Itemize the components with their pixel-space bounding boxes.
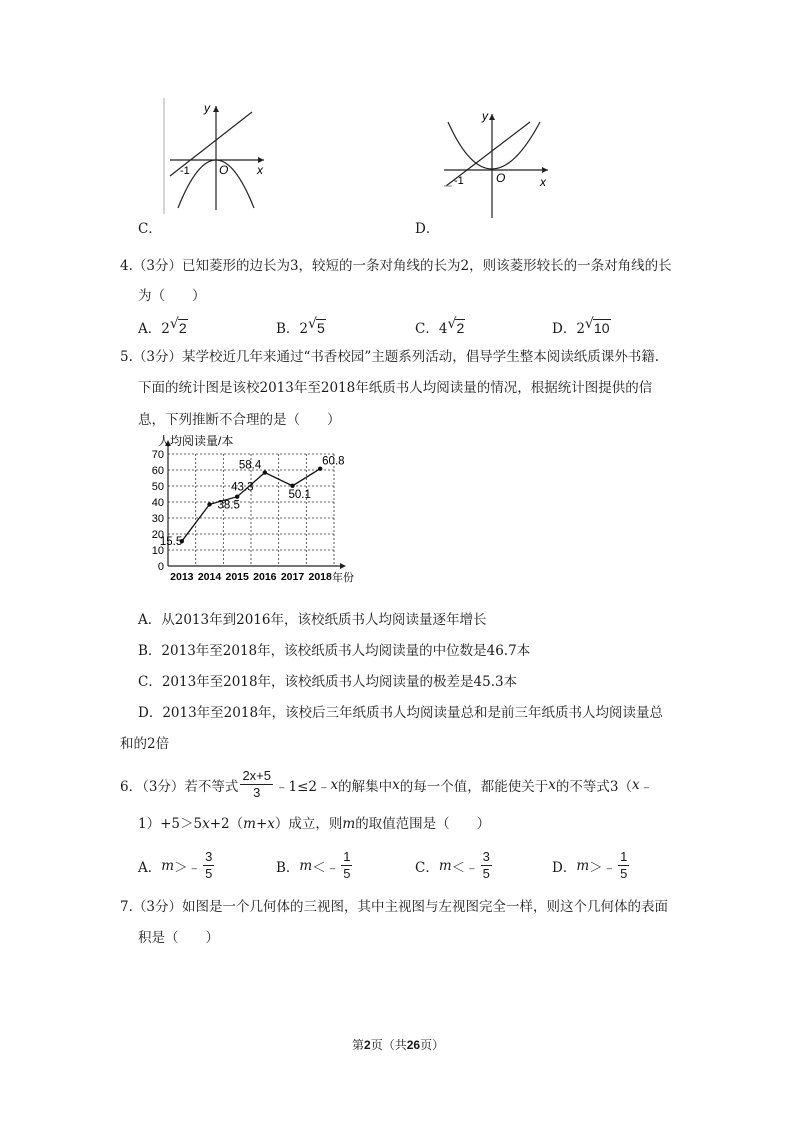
q4-option-c: C．4 √ 2 <box>415 316 465 337</box>
y-tick-label: 0 <box>157 561 164 573</box>
chart-y-axis-title: 人均阅读量/本 <box>158 434 234 448</box>
q3-option-d: D． <box>415 221 440 237</box>
data-label: 60.8 <box>322 455 345 468</box>
data-point <box>235 495 239 499</box>
q5-option-a: A．从2013年到2016年，该校纸质书人均阅读量逐年增长 <box>138 612 487 628</box>
q5-stem-line1: 5.（3分）某学校近几年来通过“书香校园”主题系列活动，倡导学生整本阅读纸质课外书籍. <box>120 349 660 365</box>
q4-stem-line1: 4.（3分）已知菱形的边长为3，较短的一条对角线的长为2，则该菱形较长的一条对角线的长 <box>120 258 672 274</box>
chart-x-axis-title: 年份 <box>332 572 354 584</box>
q4-option-a: A．2 √ 2 <box>138 316 187 337</box>
data-point <box>290 484 294 488</box>
graph-d-parabola <box>448 122 540 169</box>
data-label: 38.5 <box>217 499 240 512</box>
data-label: 15.5 <box>159 536 183 549</box>
q6-option-a: A． m ＞﹣ $\frac{3}{5}$ <box>138 849 213 881</box>
data-label: 43.3 <box>231 481 254 494</box>
q7-stem-line1: 7.（3分）如图是一个几何体的三视图，其中主视图与左视图完全一样，则这个几何体的表面 <box>120 899 668 915</box>
y-tick-label: 20 <box>151 529 164 541</box>
q6-stem-line1: 6．（3分）若不等式 $\frac{2x+5}{3}$ ﹣1≤2﹣ x 的解集中 x 的每一个值，都能使关于 x 的不等式3（ x ﹣ <box>120 768 654 800</box>
x-tick-label: 2017 <box>280 571 305 583</box>
q5-stem-line2: 下面的统计图是该校2013年至2018年纸质书人均阅读量的情况，根据统计图提供的信 <box>138 380 653 396</box>
q6-option-d: D． m ＞﹣ $\frac{1}{5}$ <box>552 849 628 881</box>
chart-x-ticks <box>170 571 332 583</box>
data-label: 58.4 <box>238 459 262 472</box>
data-label: 50.1 <box>288 488 311 501</box>
q5-option-c: C．2013年至2018年，该校纸质书人均阅读量的极差是45.3本 <box>138 674 518 690</box>
graph-c <box>160 98 270 216</box>
q4-option-d: D．2 √ 10 <box>552 316 610 337</box>
y-tick-label: 30 <box>151 513 164 525</box>
x-tick-label: 2016 <box>253 571 277 583</box>
q6-stem-line2: 1）+5＞5x+2（m+x）成立，则m的取值范围是（ ） <box>138 816 491 832</box>
graph-d-origin: O <box>496 171 506 185</box>
q5-option-d-cont: 和的2倍 <box>120 736 170 752</box>
q7-stem-line2: 积是（ ） <box>138 930 219 946</box>
x-axis-arrow <box>340 563 346 569</box>
q4-option-b: B．2 √ 5 <box>276 316 325 337</box>
graph-c-origin: O <box>219 163 229 177</box>
x-tick-label: 2013 <box>170 571 194 583</box>
x-tick-label: 2015 <box>225 571 249 583</box>
q6-option-c: C． m ＜﹣ $\frac{3}{5}$ <box>415 849 490 881</box>
page-footer: 第2页（共26页） <box>352 1038 445 1052</box>
graph-c-y-label: y <box>204 101 210 115</box>
graph-d-x-label: x <box>540 175 546 189</box>
q6-fraction: $\frac{2x+5}{3}$ <box>242 768 271 800</box>
q5-option-d: D．2013年至2018年，该校后三年纸质书人均阅读量总和是前三年纸质书人均阅读量总 <box>138 705 664 721</box>
x-tick-label: 2014 <box>197 571 222 583</box>
y-tick-label: 40 <box>151 497 164 509</box>
graph-d-tick: -1 <box>454 175 464 187</box>
data-point <box>207 502 211 506</box>
q5-stem-line3: 息，下列推断不合理的是（ ） <box>138 412 341 428</box>
graph-c-x-label: x <box>257 163 263 177</box>
q4-stem-line2: 为（ ） <box>138 288 206 304</box>
graph-d-y-label: y <box>482 109 488 123</box>
graph-c-tick: -1 <box>180 165 190 177</box>
q6-option-b: B． m ＜﹣ $\frac{1}{5}$ <box>276 849 351 881</box>
y-tick-label: 10 <box>151 545 164 557</box>
graph-d <box>440 108 555 220</box>
y-tick-label: 70 <box>151 449 164 461</box>
chart-y-ticks <box>152 449 164 573</box>
y-tick-label: 60 <box>151 465 164 477</box>
q5-option-b: B．2013年至2018年，该校纸质书人均阅读量的中位数是46.7本 <box>138 643 531 659</box>
x-tick-label: 2018 <box>308 571 332 583</box>
data-point <box>263 470 267 474</box>
reading-chart <box>138 434 378 586</box>
q3-option-c: C． <box>138 221 162 237</box>
y-tick-label: 50 <box>151 481 164 493</box>
